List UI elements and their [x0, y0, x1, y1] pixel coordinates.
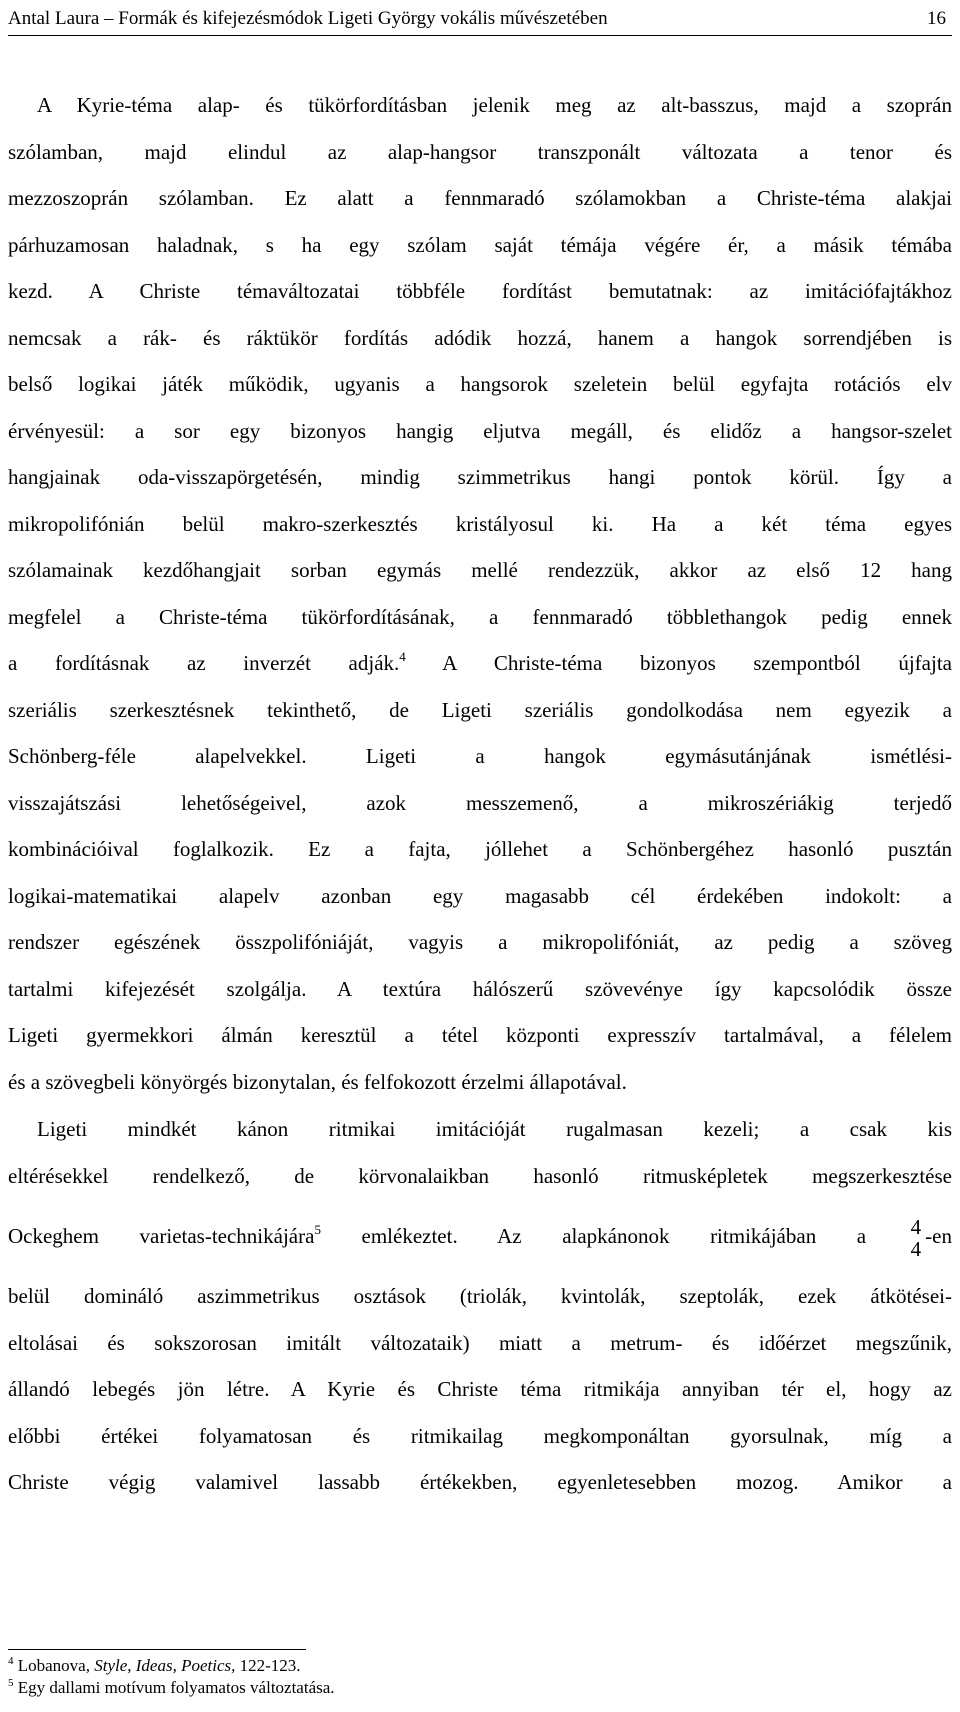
footnote-title: Style, Ideas, Poetics,	[94, 1656, 236, 1675]
text-line: kombinációival foglalkozik. Ez a fajta, jóllehet a Schönbergéhez hasonló pusztán	[8, 837, 952, 861]
footnote-number: 4	[8, 1655, 14, 1667]
text-line: szólamban, majd elindul az alap-hangsor transzponált változata a tenor és	[8, 139, 952, 164]
text-line: rendszer egészének összpolifóniáját, vagyis a mikropolifóniát, az pedig a szöveg	[8, 930, 952, 954]
page-number: 16	[927, 8, 946, 29]
footnotes	[8, 1655, 952, 1699]
footnote-reference: 4	[399, 649, 406, 664]
time-signature	[911, 1216, 922, 1260]
text-line: mezzoszoprán szólamban. Ez alatt a fennmaradó szólamokban a Christe-téma alakjai	[8, 186, 952, 210]
text-line: logikai-matematikai alapelv azonban egy magasabb cél érdekében indokolt: a	[8, 883, 952, 908]
text-line: visszajátszási lehetőségeivel, azok messzemenő, a mikroszériákig terjedő	[8, 790, 952, 815]
text-line: előbbi értékei folyamatosan és ritmikailag megkomponáltan gyorsulnak, míg a	[8, 1423, 952, 1448]
paragraph-1	[8, 82, 952, 1105]
text-line: és a szövegbeli könyörgés bizonytalan, és felfokozott érzelmi állapotával.	[8, 1069, 627, 1094]
time-signature-denominator: 4	[910, 1237, 922, 1262]
text-line: eltérésekkel rendelkező, de körvonalaikban hasonló ritmusképletek megszerkesztése	[8, 1163, 952, 1188]
footnote-4	[8, 1655, 952, 1677]
footnote-reference: 5	[314, 1222, 321, 1237]
text-line: A Kyrie-téma alap- és tükörfordításban jelenik meg az alt-basszus, majd a szoprán	[37, 93, 952, 117]
time-signature-numerator: 4	[910, 1215, 922, 1240]
text-line: belső logikai játék működik, ugyanis a hangsorok szeletein belül egyfajta rotációs elv	[8, 372, 952, 396]
footnote-text: Egy dallami motívum folyamatos változtatása.	[13, 1678, 335, 1697]
text-line: nemcsak a rák- és ráktükör fordítás adódik hozzá, hanem a hangok sorrendjében is	[8, 325, 952, 350]
footnote-text: Lobanova,	[13, 1656, 95, 1675]
footnote-5	[8, 1677, 952, 1699]
footnote-number: 5	[8, 1677, 14, 1689]
text-line: megfelel a Christe-téma tükörfordításának, a fennmaradó többlethangok pedig ennek	[8, 604, 952, 629]
text-line: szólamainak kezdőhangjait sorban egymás mellé rendezzük, akkor az első 12 hang	[8, 558, 952, 582]
text-segment: -en	[925, 1224, 952, 1248]
text-line	[8, 1207, 952, 1265]
text-line: Ligeti gyermekkori álmán keresztül a tétel központi expresszív tartalmával, a félelem	[8, 1023, 952, 1047]
text-line: tartalmi kifejezését szolgálja. A textúra hálószerű szövevénye így kapcsolódik össze	[8, 976, 952, 1001]
text-segment: Ockeghem varietas-technikájára	[8, 1224, 315, 1248]
text-line: párhuzamosan haladnak, s ha egy szólam saját témája végére ér, a másik témába	[8, 232, 952, 257]
paragraph-2	[8, 1106, 952, 1506]
text-line: szeriális szerkesztésnek tekinthető, de Ligeti szeriális gondolkodása nem egyezik a	[8, 697, 952, 722]
text-line: érvényesül: a sor egy bizonyos hangig eljutva megáll, és elidőz a hangsor-szelet	[8, 418, 952, 443]
text-line: kezd. A Christe témaváltozatai többféle fordítást bemutatnak: az imitációfajtákhoz	[8, 279, 952, 303]
text-line: belül domináló aszimmetrikus osztások (triolák, kvintolák, szeptolák, ezek átkötései-	[8, 1284, 952, 1308]
running-header	[8, 2, 952, 36]
text-line: állandó lebegés jön létre. A Kyrie és Christe téma ritmikája annyiban tér el, hogy az	[8, 1377, 952, 1401]
text-line: Ligeti mindkét kánon ritmikai imitációját rugalmasan kezeli; a csak kis	[37, 1117, 952, 1141]
text-line: mikropolifónián belül makro-szerkesztés kristályosul ki. Ha a két téma egyes	[8, 511, 952, 536]
text-line: eltolásai és sokszorosan imitált változataik) miatt a metrum- és időérzet megszűnik,	[8, 1330, 952, 1355]
running-title: Antal Laura – Formák és kifejezésmódok Ligeti György vokális művészetében	[8, 8, 608, 29]
text-segment: A Christe-téma bizonyos szempontból újfajta	[405, 651, 952, 675]
text-line	[8, 640, 952, 687]
text-segment: emlékeztet. Az alapkánonok ritmikájában a	[320, 1224, 867, 1248]
text-line: Christe végig valamivel lassabb értékekben, egyenletesebben mozog. Amikor a	[8, 1470, 952, 1494]
text-segment: a fordításnak az inverzét adják.	[8, 651, 400, 675]
footnote-divider	[8, 1649, 306, 1650]
text-line: Schönberg-féle alapelvekkel. Ligeti a hangok egymásutánjának ismétlési-	[8, 744, 952, 768]
footnote-pages: 122-123.	[235, 1656, 301, 1675]
text-line: hangjainak oda-visszapörgetésén, mindig szimmetrikus hangi pontok körül. Így a	[8, 465, 952, 489]
